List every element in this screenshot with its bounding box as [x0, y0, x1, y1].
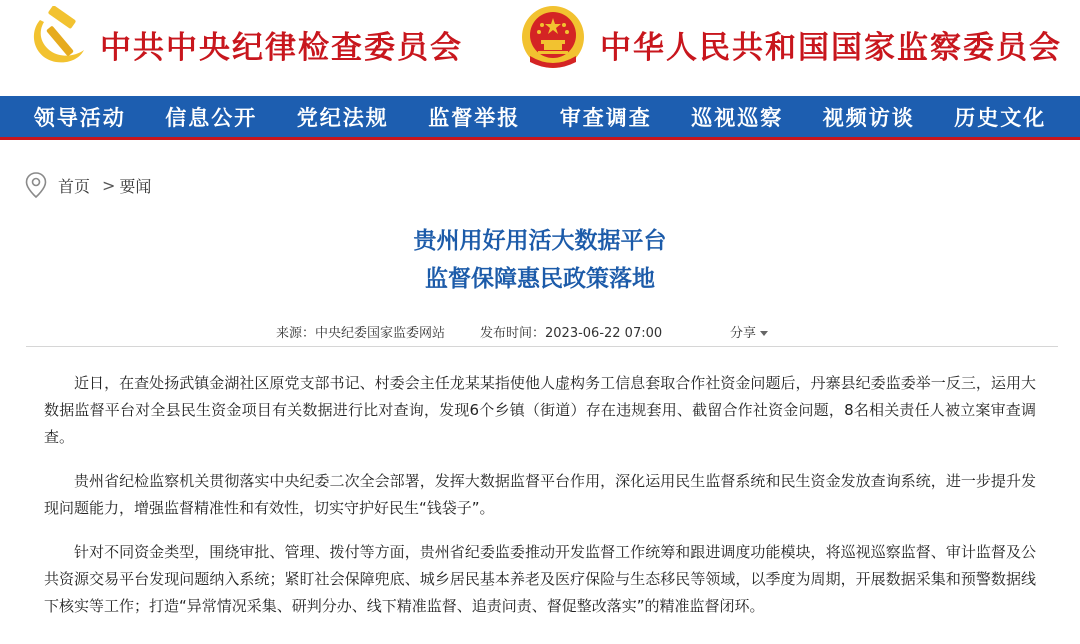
breadcrumb-home-link[interactable]: 首页 — [58, 176, 91, 196]
location-pin-icon — [24, 171, 48, 199]
article-title-line2: 监督保障惠民政策落地 — [425, 266, 655, 292]
nav-item-report[interactable]: 监督举报 — [428, 104, 521, 130]
nav-item-regulations[interactable]: 党纪法规 — [296, 104, 389, 130]
breadcrumb-separator: > — [102, 175, 116, 195]
article-title — [0, 222, 1080, 298]
site-header — [0, 0, 1080, 96]
chevron-down-icon — [760, 331, 768, 336]
article-title-line1: 贵州用好用活大数据平台 — [413, 228, 667, 254]
party-emblem-icon — [26, 6, 90, 70]
nav-item-investigation[interactable]: 审查调查 — [559, 104, 652, 130]
nav-item-inspection[interactable]: 巡视巡察 — [691, 104, 784, 130]
article-paragraph: 近日，在查处扬武镇金湖社区原党支部书记、村委会主任龙某某指使他人虚构务工信息套取合作社资金问题后，丹寨县纪委监委举一反三，运用大数据监督平台对全县民生资金项目有关数据进行比对查询，发现6个乡镇（街道）存在违规套用、截留合作社资金问题，8名相关责任人被立案审查调查。 — [44, 374, 1036, 446]
nav-item-info-disclosure[interactable]: 信息公开 — [165, 104, 258, 130]
main-nav — [0, 96, 1080, 140]
breadcrumb — [24, 170, 151, 200]
nsc-title[interactable]: 中华人民共和国国家监察委员会 — [600, 30, 1062, 66]
article-paragraph: 贵州省纪检监察机关贯彻落实中央纪委二次全会部署，发挥大数据监督平台作用，深化运用民生监督系统和民生资金发放查询系统，进一步提升发现问题能力，增强监督精准性和有效性，切实守护好民生“钱袋子”。 — [44, 472, 1036, 517]
article-publish-time: 发布时间：2023-06-22 07:00 — [480, 326, 663, 341]
nav-item-video[interactable]: 视频访谈 — [822, 104, 915, 130]
article-body — [44, 370, 1036, 637]
breadcrumb-current-link[interactable]: 要闻 — [119, 176, 152, 196]
national-emblem-icon — [520, 4, 586, 70]
ccdi-title[interactable]: 中共中央纪律检查委员会 — [100, 30, 463, 66]
nav-item-history[interactable]: 历史文化 — [954, 104, 1047, 130]
article-source: 来源：中央纪委国家监委网站 — [276, 326, 446, 341]
meta-divider — [26, 346, 1058, 347]
nav-item-leadership[interactable]: 领导活动 — [33, 104, 126, 130]
share-button[interactable] — [730, 322, 768, 341]
article-meta — [0, 320, 1080, 342]
share-label: 分享 — [730, 326, 757, 341]
article-paragraph: 针对不同资金类型，围绕审批、管理、拨付等方面，贵州省纪委监委推动开发监督工作统筹和跟进调度功能模块，将巡视巡察监督、审计监督及公共资源交易平台发现问题纳入系统；紧盯社会保障兜底、城乡居民基本养老及医疗保险与生态移民等领域，以季度为周期，开展数据采集和预警数据线下核实等工作；打造“异常情况采集、研判分办、线下精准监督、追责问责、督促整改落实”的精准监督闭环。 — [44, 543, 1036, 615]
